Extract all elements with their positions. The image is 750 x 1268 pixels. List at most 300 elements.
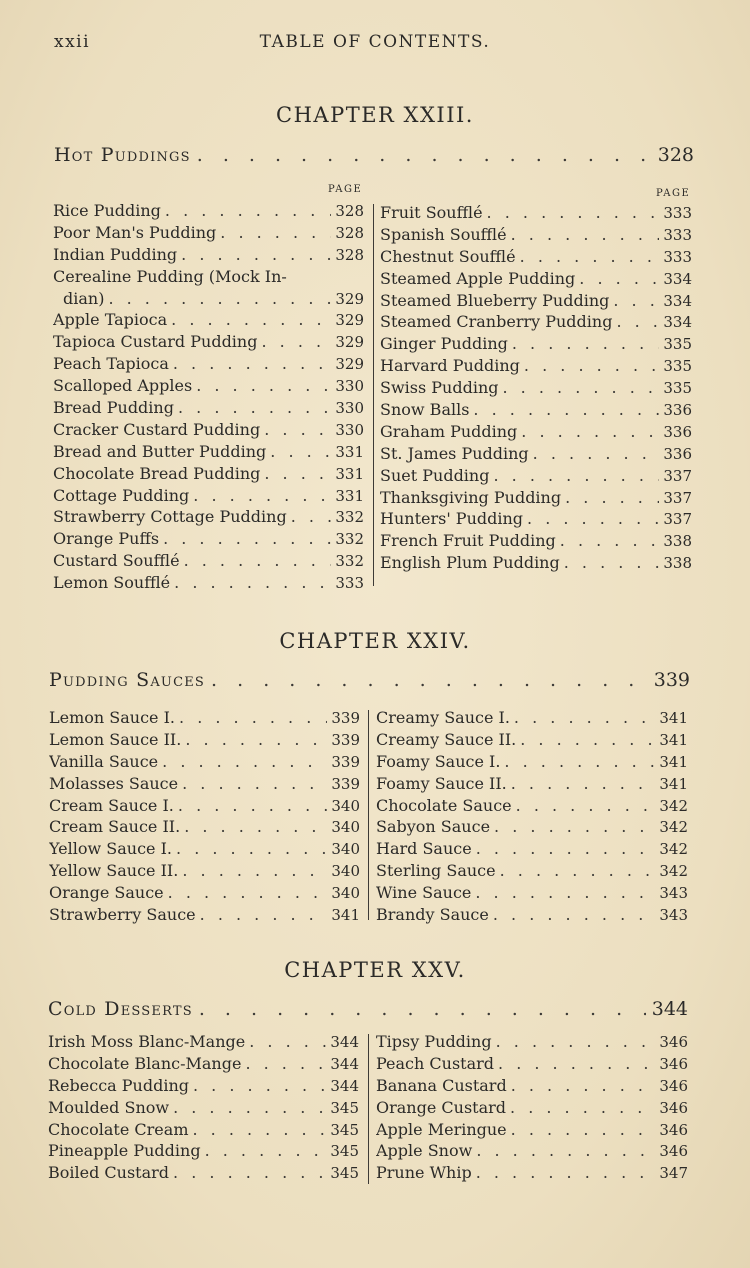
entry-page: 328 xyxy=(335,223,364,242)
toc-entry[interactable] xyxy=(53,506,364,528)
toc-entry[interactable] xyxy=(49,860,360,882)
entry-page: 331 xyxy=(335,464,364,483)
toc-entry[interactable] xyxy=(53,200,364,222)
entry-title: Suet Pudding xyxy=(380,465,490,485)
section-page: 328 xyxy=(657,144,694,166)
entry-title: St. James Pudding xyxy=(380,443,529,463)
entry-page: 332 xyxy=(335,552,364,571)
entry-page: 341 xyxy=(659,709,688,727)
entry-title: Lemon Sauce II. xyxy=(49,729,182,749)
toc-right-column xyxy=(376,1031,688,1184)
toc-entry[interactable] xyxy=(380,377,692,399)
entry-title: Pineapple Pudding xyxy=(48,1141,201,1161)
toc-entry[interactable] xyxy=(380,465,692,487)
toc-entry[interactable] xyxy=(376,882,688,904)
entry-page: 337 xyxy=(663,488,692,507)
toc-entry[interactable] xyxy=(380,399,692,421)
chapter-heading: CHAPTER XXIII. xyxy=(276,103,474,127)
entry-page: 344 xyxy=(330,1054,359,1073)
entry-page: 344 xyxy=(330,1033,359,1051)
entry-title: Boiled Custard xyxy=(48,1163,170,1183)
entry-title: Sterling Sauce xyxy=(376,861,496,881)
entry-page: 337 xyxy=(663,466,692,485)
section-entry[interactable] xyxy=(54,144,694,172)
entry-title: Peach Custard xyxy=(376,1053,495,1073)
entry-page: 338 xyxy=(663,532,692,551)
dot-leader xyxy=(178,397,331,419)
entry-page: 331 xyxy=(335,442,364,461)
dot-leader xyxy=(182,773,327,795)
dot-leader xyxy=(199,998,646,1020)
toc-entry[interactable] xyxy=(49,795,360,817)
entry-page: 341 xyxy=(331,906,360,925)
dot-leader xyxy=(184,550,332,572)
entry-title: Hunters' Pudding xyxy=(380,509,524,529)
dot-leader xyxy=(493,904,656,926)
dot-leader xyxy=(182,860,327,882)
toc-entry[interactable] xyxy=(376,729,688,751)
dot-leader xyxy=(616,311,659,333)
section-page: 344 xyxy=(651,998,688,1020)
entry-title: Bread Pudding xyxy=(53,398,174,418)
dot-leader xyxy=(179,707,327,729)
page-number: xxii xyxy=(54,32,91,52)
dot-leader xyxy=(178,795,327,817)
toc-entry[interactable] xyxy=(376,838,688,860)
entry-title: Tipsy Pudding xyxy=(376,1032,492,1051)
toc-entry[interactable] xyxy=(53,397,364,419)
entry-title: Prune Whip xyxy=(376,1163,472,1183)
dot-leader xyxy=(512,333,659,355)
running-head xyxy=(54,32,696,54)
toc-entry[interactable] xyxy=(380,487,692,509)
dot-leader xyxy=(264,463,331,485)
dot-leader xyxy=(579,268,659,290)
entry-page: 333 xyxy=(335,574,364,593)
entry-title: Steamed Cranberry Pudding xyxy=(380,312,613,332)
toc-entry[interactable] xyxy=(49,773,360,795)
entry-page: 330 xyxy=(335,377,364,396)
toc-entry[interactable] xyxy=(376,707,688,729)
entry-title: Strawberry Cottage Pudding xyxy=(53,507,287,527)
toc-entry[interactable] xyxy=(380,290,692,312)
toc-entry[interactable] xyxy=(48,1140,359,1162)
toc-entry[interactable] xyxy=(376,795,688,817)
entry-page: 334 xyxy=(663,291,692,310)
dot-leader xyxy=(193,485,331,507)
entry-title: Chocolate Bread Pudding xyxy=(53,463,261,483)
dot-leader xyxy=(173,1162,326,1184)
entry-page: 346 xyxy=(659,1098,688,1117)
entry-page: 336 xyxy=(663,422,692,441)
dot-leader xyxy=(527,508,659,530)
dot-leader xyxy=(565,487,659,509)
toc-entry[interactable] xyxy=(48,1075,359,1097)
section-entry[interactable] xyxy=(48,998,688,1026)
dot-leader xyxy=(496,1031,656,1053)
entry-title: Molasses Sauce xyxy=(49,773,179,793)
dot-leader xyxy=(520,246,660,268)
dot-leader xyxy=(197,144,652,166)
dot-leader xyxy=(476,1140,655,1162)
entry-title: Orange Puffs xyxy=(53,529,160,549)
entry-page: 336 xyxy=(663,444,692,463)
entry-title: Poor Man's Pudding xyxy=(53,222,217,242)
toc-entry[interactable] xyxy=(49,882,360,904)
entry-page: 340 xyxy=(331,818,360,837)
entry-page: 332 xyxy=(335,530,364,549)
entry-page: 333 xyxy=(663,204,692,222)
entry-title: Snow Balls xyxy=(380,400,470,420)
entry-title: Sabyon Sauce xyxy=(376,817,491,837)
dot-leader xyxy=(163,528,331,550)
entry-page: 336 xyxy=(663,401,692,420)
dot-leader xyxy=(487,202,660,224)
dot-leader xyxy=(176,838,327,860)
entry-title: Chestnut Soufflé xyxy=(380,246,516,266)
dot-leader xyxy=(511,1075,656,1097)
toc-entry[interactable] xyxy=(376,1119,688,1141)
entry-page: 334 xyxy=(663,269,692,288)
dot-leader xyxy=(168,882,328,904)
entry-title: Cracker Custard Pudding xyxy=(53,419,261,439)
entry-page: 346 xyxy=(659,1120,688,1139)
section-name: Cold Desserts xyxy=(48,998,193,1020)
entry-title: Cottage Pudding xyxy=(53,485,190,505)
entry-page: 346 xyxy=(659,1076,688,1095)
entry-page: 340 xyxy=(331,796,360,815)
toc-left-column xyxy=(48,1031,359,1184)
entry-page: 339 xyxy=(331,709,360,727)
dot-leader xyxy=(205,1140,327,1162)
dot-leader xyxy=(270,441,331,463)
dot-leader xyxy=(291,506,332,528)
page-column-label: PAGE xyxy=(328,184,363,195)
page-column-label: PAGE xyxy=(656,188,691,199)
dot-leader xyxy=(533,443,660,465)
dot-leader xyxy=(200,904,328,926)
toc-entry[interactable] xyxy=(53,419,364,441)
dot-leader xyxy=(504,751,655,773)
dot-leader xyxy=(473,399,659,421)
entry-title: Thanksgiving Pudding xyxy=(380,487,562,507)
dot-leader xyxy=(564,552,660,574)
toc-entry[interactable] xyxy=(376,860,688,882)
toc-entry[interactable] xyxy=(48,1031,359,1053)
entry-page: 345 xyxy=(330,1098,359,1117)
entry-page: 344 xyxy=(330,1076,359,1095)
entry-page: 329 xyxy=(335,311,364,330)
dot-leader xyxy=(261,331,331,353)
dot-leader xyxy=(475,882,655,904)
toc-entry[interactable] xyxy=(53,463,364,485)
toc-entry[interactable] xyxy=(380,268,692,290)
entry-title: Ginger Pudding xyxy=(380,334,508,354)
dot-leader xyxy=(520,729,655,751)
dot-leader xyxy=(171,309,331,331)
toc-entry[interactable] xyxy=(376,1031,688,1053)
toc-entry[interactable] xyxy=(53,288,364,310)
entry-title: Wine Sauce xyxy=(376,883,472,903)
entry-title: Cerealine Pudding (Mock In- xyxy=(53,266,287,286)
toc-entry[interactable] xyxy=(376,1053,688,1075)
entry-page: 341 xyxy=(659,752,688,771)
dot-leader xyxy=(511,224,660,246)
dot-leader xyxy=(196,375,331,397)
dot-leader xyxy=(493,465,659,487)
dot-leader xyxy=(511,773,656,795)
toc-entry[interactable] xyxy=(376,904,688,926)
dot-leader xyxy=(162,751,327,773)
entry-title: Apple Tapioca xyxy=(53,310,168,330)
entry-title: Foamy Sauce II. xyxy=(376,773,507,793)
entry-title: French Fruit Pudding xyxy=(380,531,556,551)
entry-title: Apple Meringue xyxy=(376,1119,507,1139)
dot-leader xyxy=(220,222,331,244)
entry-title: Apple Snow xyxy=(376,1141,473,1161)
entry-page: 339 xyxy=(331,774,360,793)
toc-left-column xyxy=(49,707,360,926)
dot-leader xyxy=(494,816,655,838)
entry-title: Bread and Butter Pudding xyxy=(53,441,267,461)
entry-title: Steamed Blueberry Pudding xyxy=(380,290,610,310)
toc-entry[interactable] xyxy=(376,751,688,773)
entry-title: Lemon Sauce I. xyxy=(49,708,176,727)
entry-page: 347 xyxy=(659,1164,688,1183)
toc-entry[interactable] xyxy=(49,707,360,729)
entry-title: Lemon Soufflé xyxy=(53,573,171,593)
toc-right-column xyxy=(376,707,688,926)
entry-page: 340 xyxy=(331,862,360,881)
dot-leader xyxy=(264,419,331,441)
dot-leader xyxy=(476,838,656,860)
entry-title: Brandy Sauce xyxy=(376,905,489,925)
dot-leader xyxy=(193,1075,326,1097)
entry-page: 341 xyxy=(659,730,688,749)
section-entry[interactable] xyxy=(49,669,690,697)
toc-entry[interactable] xyxy=(376,1162,688,1184)
toc-entry[interactable] xyxy=(376,1097,688,1119)
entry-title: Cream Sauce II. xyxy=(49,817,181,837)
entry-page: 345 xyxy=(330,1164,359,1183)
entry-title: Fruit Soufflé xyxy=(380,203,483,222)
entry-page: 340 xyxy=(331,884,360,903)
entry-page: 343 xyxy=(659,884,688,903)
dot-leader xyxy=(498,1053,655,1075)
toc-entry[interactable] xyxy=(53,353,364,375)
entry-page: 333 xyxy=(663,247,692,266)
dot-leader xyxy=(245,1053,326,1075)
dot-leader xyxy=(613,290,659,312)
entry-title: Tapioca Custard Pudding xyxy=(53,332,258,352)
toc-entry[interactable] xyxy=(53,222,364,244)
toc-entry[interactable] xyxy=(53,528,364,550)
dot-leader xyxy=(514,707,655,729)
toc-entry[interactable] xyxy=(49,751,360,773)
dot-leader xyxy=(560,530,660,552)
toc-entry[interactable] xyxy=(53,375,364,397)
dot-leader xyxy=(181,244,331,266)
toc-entry[interactable] xyxy=(53,572,364,594)
entry-page: 345 xyxy=(330,1120,359,1139)
toc-entry[interactable] xyxy=(380,311,692,333)
dot-leader xyxy=(192,1119,326,1141)
dot-leader xyxy=(108,288,331,310)
toc-entry[interactable] xyxy=(380,421,692,443)
entry-page: 342 xyxy=(659,796,688,815)
toc-entry[interactable] xyxy=(49,838,360,860)
column-divider xyxy=(368,710,369,920)
entry-title: Chocolate Blanc-Mange xyxy=(48,1053,242,1073)
toc-entry[interactable] xyxy=(53,441,364,463)
dot-leader xyxy=(516,795,656,817)
entry-page: 334 xyxy=(663,313,692,332)
entry-page: 345 xyxy=(330,1142,359,1161)
entry-title: Vanilla Sauce xyxy=(49,751,159,771)
entry-title: Rice Pudding xyxy=(53,201,161,220)
toc-entry[interactable] xyxy=(376,816,688,838)
entry-title: Steamed Apple Pudding xyxy=(380,268,576,288)
toc-entry[interactable] xyxy=(380,530,692,552)
dot-leader xyxy=(524,355,659,377)
entry-title: Custard Soufflé xyxy=(53,551,180,571)
dot-leader xyxy=(174,572,331,594)
toc-entry[interactable] xyxy=(49,904,360,926)
page-title: TABLE OF CONTENTS. xyxy=(259,32,491,52)
section-page: 339 xyxy=(653,669,690,691)
entry-title: Rebecca Pudding xyxy=(48,1075,189,1095)
entry-page: 335 xyxy=(663,357,692,376)
entry-title: Irish Moss Blanc-Mange xyxy=(48,1032,246,1051)
entry-page: 338 xyxy=(663,554,692,573)
entry-title: Spanish Soufflé xyxy=(380,224,507,244)
dot-leader xyxy=(503,377,660,399)
entry-page: 337 xyxy=(663,510,692,529)
entry-title: Creamy Sauce I. xyxy=(376,708,510,727)
dot-leader xyxy=(184,816,327,838)
chapter-heading: CHAPTER XXV. xyxy=(284,958,466,982)
toc-entry[interactable] xyxy=(380,443,692,465)
entry-page: 339 xyxy=(331,752,360,771)
entry-page: 335 xyxy=(663,379,692,398)
entry-page: 330 xyxy=(335,399,364,418)
toc-entry[interactable] xyxy=(380,508,692,530)
entry-page: 331 xyxy=(335,486,364,505)
toc-entry[interactable] xyxy=(380,355,692,377)
toc-right-column xyxy=(380,202,692,574)
entry-page: 335 xyxy=(663,335,692,354)
entry-title: Chocolate Cream xyxy=(48,1119,189,1139)
toc-entry[interactable] xyxy=(380,333,692,355)
entry-page: 346 xyxy=(659,1033,688,1051)
entry-page: 333 xyxy=(663,225,692,244)
entry-title: Orange Sauce xyxy=(49,883,164,903)
entry-page: 329 xyxy=(335,355,364,374)
dot-leader xyxy=(521,421,659,443)
section-name: Pudding Sauces xyxy=(49,669,206,691)
entry-title: Graham Pudding xyxy=(380,421,518,441)
entry-title: Harvard Pudding xyxy=(380,356,520,376)
toc-entry[interactable] xyxy=(376,1140,688,1162)
toc-entry[interactable] xyxy=(48,1097,359,1119)
toc-entry[interactable] xyxy=(53,309,364,331)
entry-title: dian) xyxy=(63,288,105,308)
toc-entry[interactable] xyxy=(48,1053,359,1075)
toc-entry[interactable] xyxy=(380,224,692,246)
entry-page: 346 xyxy=(659,1142,688,1161)
dot-leader xyxy=(211,669,648,691)
section-name: Hot Puddings xyxy=(54,144,191,166)
entry-title: Creamy Sauce II. xyxy=(376,729,517,749)
toc-entry[interactable] xyxy=(48,1119,359,1141)
entry-title: Yellow Sauce II. xyxy=(49,861,179,881)
toc-entry[interactable] xyxy=(49,816,360,838)
toc-entry[interactable] xyxy=(53,331,364,353)
entry-page: 341 xyxy=(659,774,688,793)
entry-page: 332 xyxy=(335,508,364,527)
entry-page: 342 xyxy=(659,818,688,837)
column-divider xyxy=(368,1034,369,1184)
entry-title: Moulded Snow xyxy=(48,1097,170,1117)
entry-page: 328 xyxy=(335,245,364,264)
entry-page: 342 xyxy=(659,862,688,881)
entry-title: Strawberry Sauce xyxy=(49,905,196,925)
toc-entry[interactable] xyxy=(53,244,364,266)
entry-title: Peach Tapioca xyxy=(53,354,169,374)
toc-entry[interactable] xyxy=(48,1162,359,1184)
dot-leader xyxy=(173,1097,326,1119)
toc-entry[interactable] xyxy=(376,773,688,795)
toc-left-column xyxy=(53,200,364,594)
entry-page: 340 xyxy=(331,840,360,859)
entry-title: English Plum Pudding xyxy=(380,553,560,573)
toc-entry[interactable] xyxy=(380,202,692,224)
toc-entry[interactable] xyxy=(380,552,692,574)
dot-leader xyxy=(510,1097,655,1119)
toc-entry[interactable] xyxy=(53,550,364,572)
dot-leader xyxy=(249,1031,326,1053)
dot-leader xyxy=(511,1119,656,1141)
entry-page: 339 xyxy=(331,730,360,749)
entry-title: Banana Custard xyxy=(376,1075,507,1095)
entry-title: Yellow Sauce I. xyxy=(49,839,173,859)
chapter-heading: CHAPTER XXIV. xyxy=(279,629,471,653)
dot-leader xyxy=(185,729,327,751)
dot-leader xyxy=(476,1162,656,1184)
entry-title: Hard Sauce xyxy=(376,839,472,859)
entry-page: 343 xyxy=(659,906,688,925)
dot-leader xyxy=(500,860,656,882)
entry-page: 330 xyxy=(335,420,364,439)
entry-title: Swiss Pudding xyxy=(380,378,499,398)
column-divider xyxy=(373,204,374,586)
toc-entry[interactable] xyxy=(53,485,364,507)
entry-page: 329 xyxy=(335,289,364,308)
entry-title: Foamy Sauce I. xyxy=(376,751,501,771)
entry-page: 346 xyxy=(659,1054,688,1073)
entry-page: 329 xyxy=(335,333,364,352)
entry-page: 342 xyxy=(659,840,688,859)
toc-entry[interactable] xyxy=(53,266,364,288)
toc-entry[interactable] xyxy=(380,246,692,268)
entry-title: Chocolate Sauce xyxy=(376,795,512,815)
toc-entry[interactable] xyxy=(376,1075,688,1097)
entry-title: Scalloped Apples xyxy=(53,376,193,396)
entry-page: 328 xyxy=(335,202,364,220)
dot-leader xyxy=(173,353,331,375)
entry-title: Orange Custard xyxy=(376,1097,507,1117)
toc-entry[interactable] xyxy=(49,729,360,751)
